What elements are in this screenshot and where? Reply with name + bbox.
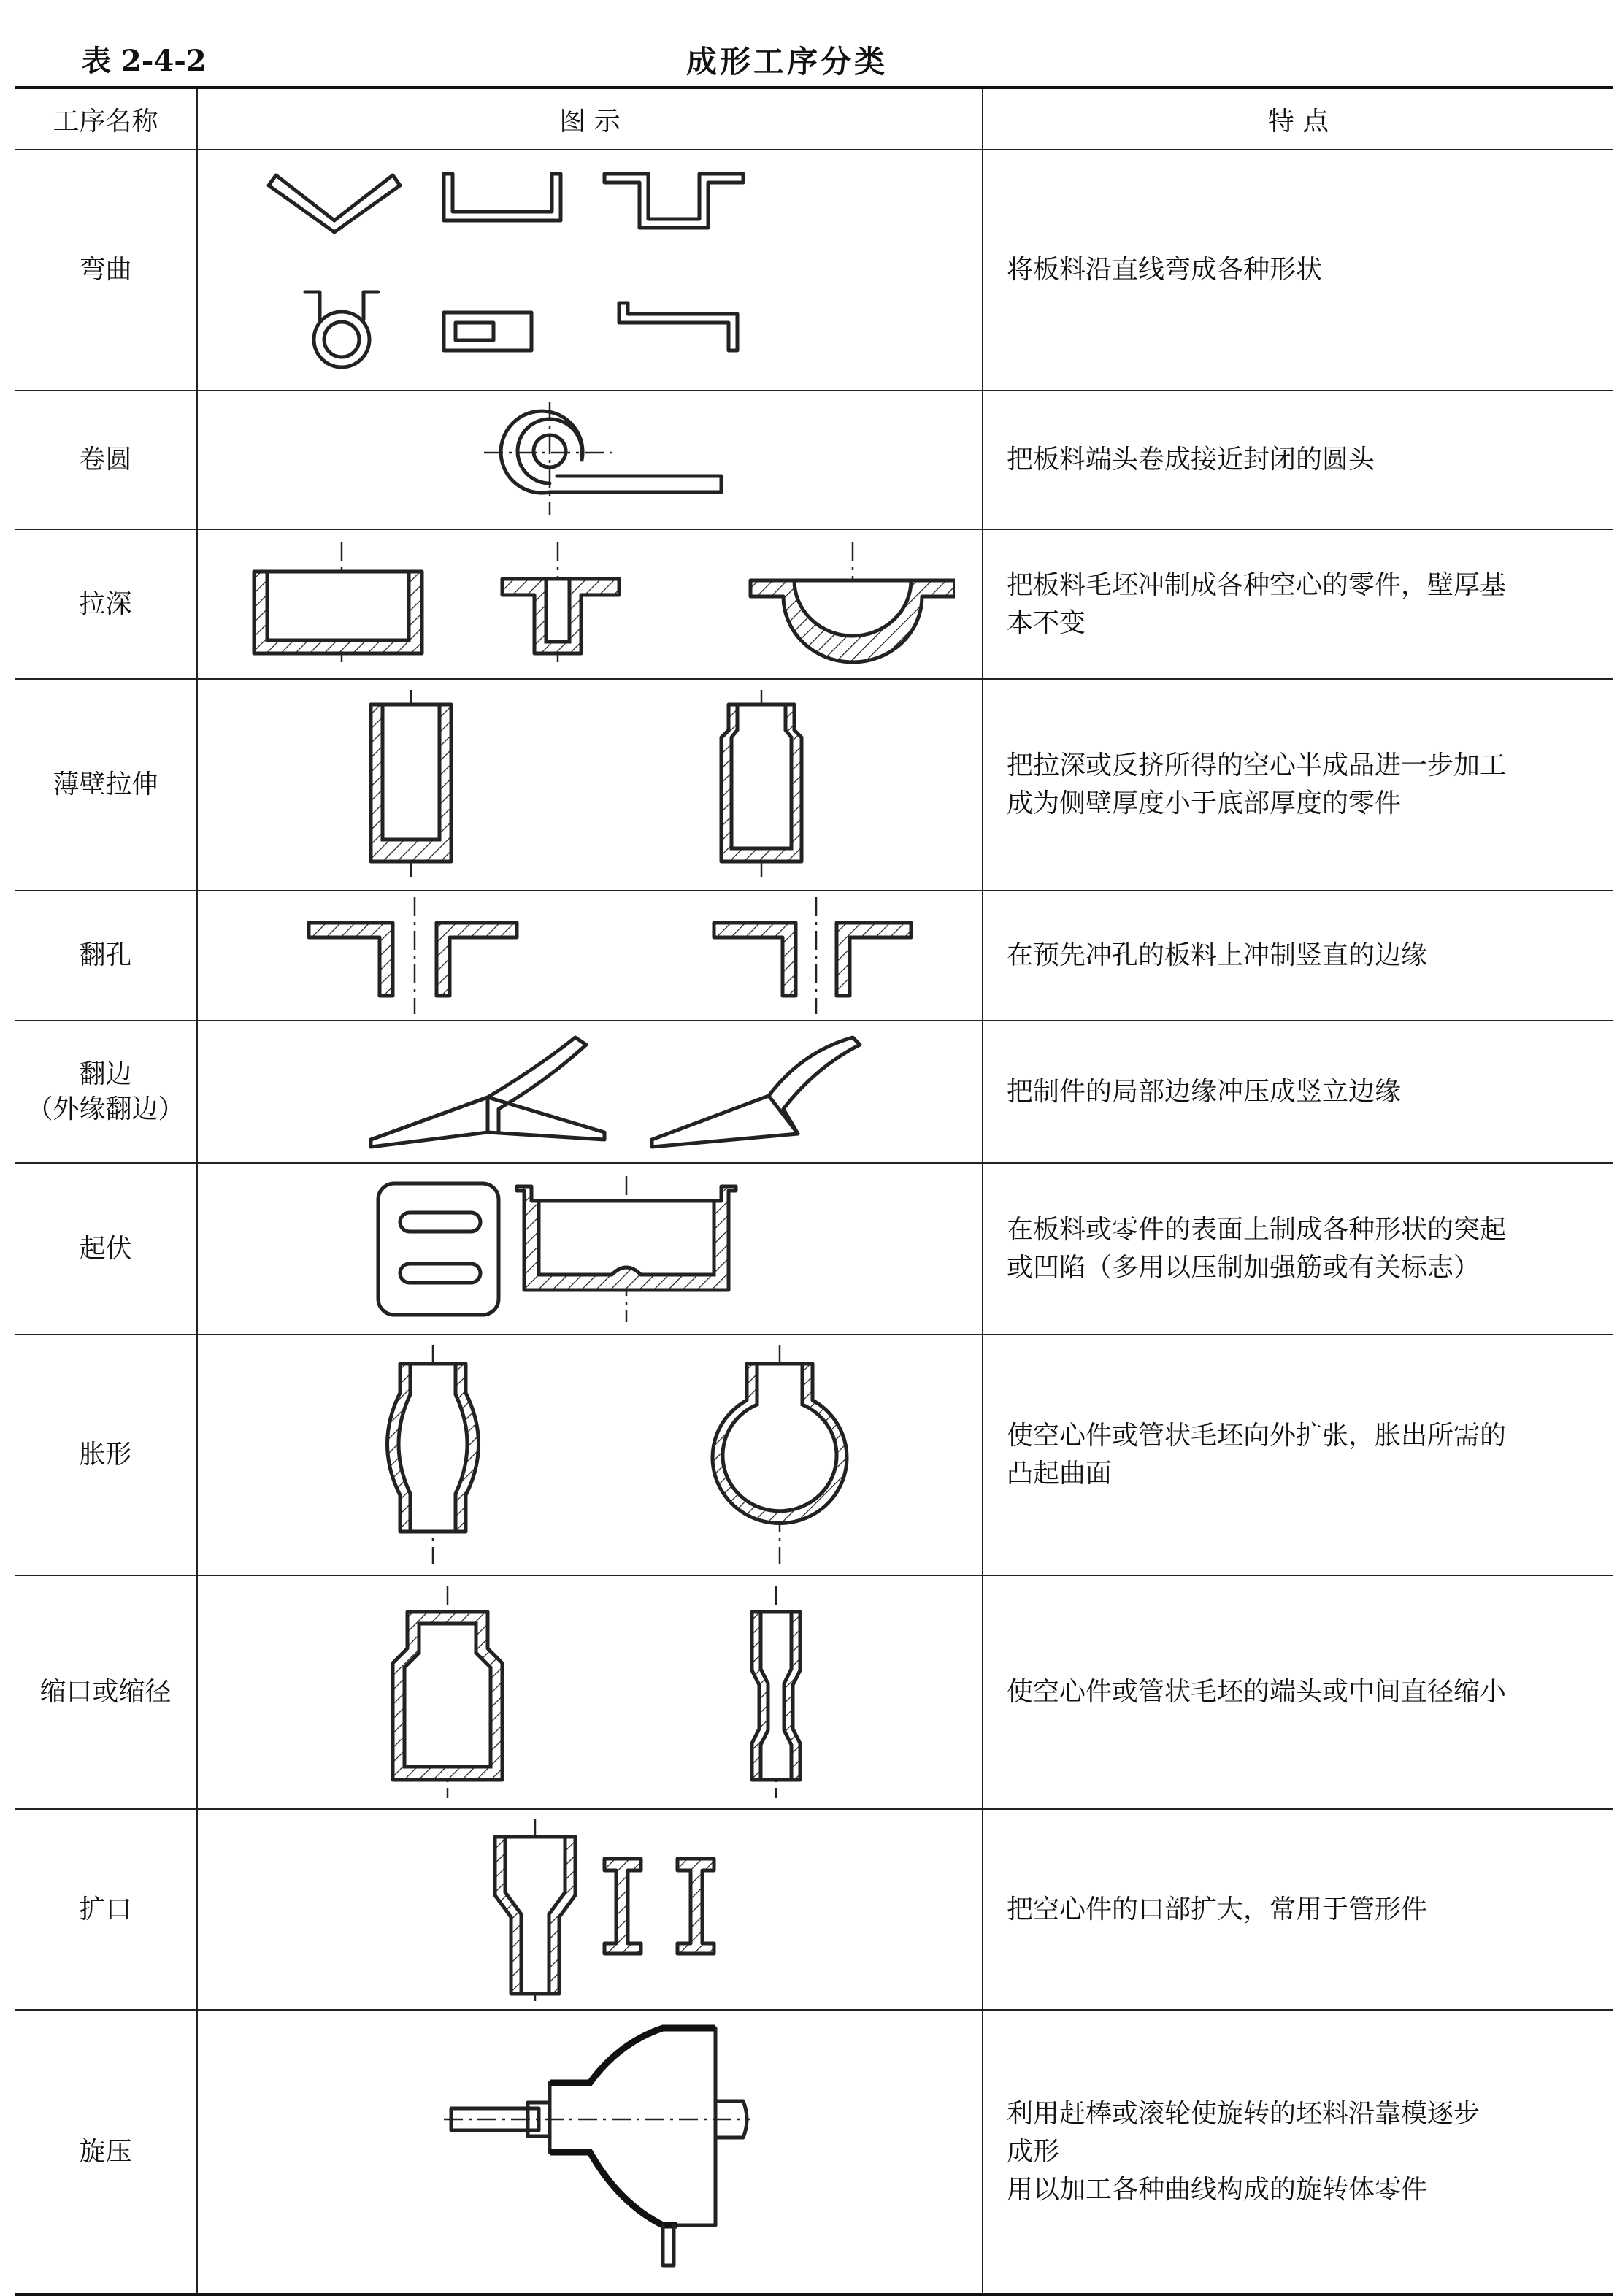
process-name-note: （外缘翻边） bbox=[26, 1094, 185, 1124]
table-row bbox=[15, 150, 1613, 391]
process-name: 缩口或缩径 bbox=[15, 1575, 197, 1809]
table-row bbox=[15, 1021, 1613, 1163]
table-row bbox=[15, 2010, 1613, 2295]
process-name: 扩口 bbox=[15, 1809, 197, 2010]
process-name: 卷圆 bbox=[15, 391, 197, 529]
table-row bbox=[15, 529, 1613, 679]
process-name: 起伏 bbox=[15, 1163, 197, 1335]
table-row bbox=[15, 1575, 1613, 1809]
table-row bbox=[15, 1335, 1613, 1575]
process-feature bbox=[983, 1335, 1613, 1575]
spinning-diagram bbox=[197, 2010, 983, 2295]
feature-line: 在预先冲孔的板料上冲制竖直的边缘 bbox=[1007, 940, 1428, 970]
edge-flanging-diagram bbox=[197, 1021, 983, 1163]
process-feature bbox=[983, 891, 1613, 1021]
table-caption bbox=[0, 38, 1617, 89]
process-name: 拉深 bbox=[15, 529, 197, 679]
process-name: 胀形 bbox=[15, 1335, 197, 1575]
ironing-diagram bbox=[197, 679, 983, 891]
feature-line: 把拉深或反挤所得的空心半成品进一步加工 bbox=[1007, 750, 1507, 780]
feature-line: 本不变 bbox=[1007, 607, 1086, 638]
process-name-main: 翻边 bbox=[79, 1059, 132, 1089]
table-title: 成形工序分类 bbox=[686, 44, 888, 80]
feature-line: 把板料毛坯冲制成各种空心的零件，壁厚基 bbox=[1007, 569, 1507, 600]
feature-line: 或凹陷（多用以压制加强筋或有关标志） bbox=[1007, 1252, 1480, 1283]
process-feature bbox=[983, 1021, 1613, 1163]
necking-diagram bbox=[197, 1575, 983, 1809]
deep-drawing-diagram bbox=[197, 529, 983, 679]
table-row bbox=[15, 891, 1613, 1021]
feature-line: 把制件的局部边缘冲压成竖立边缘 bbox=[1007, 1076, 1402, 1107]
table-row bbox=[15, 679, 1613, 891]
feature-line: 使空心件或管状毛坯向外扩张，胀出所需的 bbox=[1007, 1421, 1507, 1451]
bending-diagram bbox=[197, 150, 983, 391]
table-row bbox=[15, 1809, 1613, 2010]
feature-line: 使空心件或管状毛坯的端头或中间直径缩小 bbox=[1007, 1677, 1507, 1707]
embossing-diagram bbox=[197, 1163, 983, 1335]
process-name: 弯曲 bbox=[15, 150, 197, 391]
process-feature bbox=[983, 391, 1613, 529]
curling-diagram bbox=[197, 391, 983, 529]
header-feature: 特 点 bbox=[983, 88, 1613, 150]
process-name: 旋压 bbox=[15, 2010, 197, 2295]
feature-line: 成为侧壁厚度小于底部厚度的零件 bbox=[1007, 788, 1402, 818]
header-diagram: 图 示 bbox=[197, 88, 983, 150]
table-row bbox=[15, 1163, 1613, 1335]
feature-line: 把板料端头卷成接近封闭的圆头 bbox=[1007, 445, 1375, 475]
bulging-diagram bbox=[197, 1335, 983, 1575]
header-row bbox=[15, 88, 1613, 150]
process-feature bbox=[983, 679, 1613, 891]
feature-line: 把空心件的口部扩大，常用于管形件 bbox=[1007, 1894, 1428, 1924]
process-feature bbox=[983, 1163, 1613, 1335]
table-number: 表 2-4-2 bbox=[82, 44, 207, 78]
feature-line: 利用赶棒或滚轮使旋转的坯料沿靠模逐步 bbox=[1007, 2098, 1480, 2129]
feature-line: 用以加工各种曲线构成的旋转体零件 bbox=[1007, 2174, 1428, 2205]
process-name: 薄壁拉伸 bbox=[15, 679, 197, 891]
process-feature bbox=[983, 2010, 1613, 2295]
process-feature bbox=[983, 150, 1613, 391]
feature-line: 将板料沿直线弯成各种形状 bbox=[1007, 255, 1323, 285]
process-name bbox=[15, 1021, 197, 1163]
process-feature bbox=[983, 1809, 1613, 2010]
process-name: 翻孔 bbox=[15, 891, 197, 1021]
header-process-name: 工序名称 bbox=[15, 88, 197, 150]
flaring-diagram bbox=[197, 1809, 983, 2010]
table-row bbox=[15, 391, 1613, 529]
process-feature bbox=[983, 529, 1613, 679]
feature-line: 在板料或零件的表面上制成各种形状的突起 bbox=[1007, 1214, 1507, 1245]
process-feature bbox=[983, 1575, 1613, 1809]
feature-line: 成形 bbox=[1007, 2136, 1060, 2167]
hole-flanging-diagram bbox=[197, 891, 983, 1021]
forming-process-table bbox=[15, 86, 1613, 2296]
feature-line: 凸起曲面 bbox=[1007, 1459, 1113, 1489]
